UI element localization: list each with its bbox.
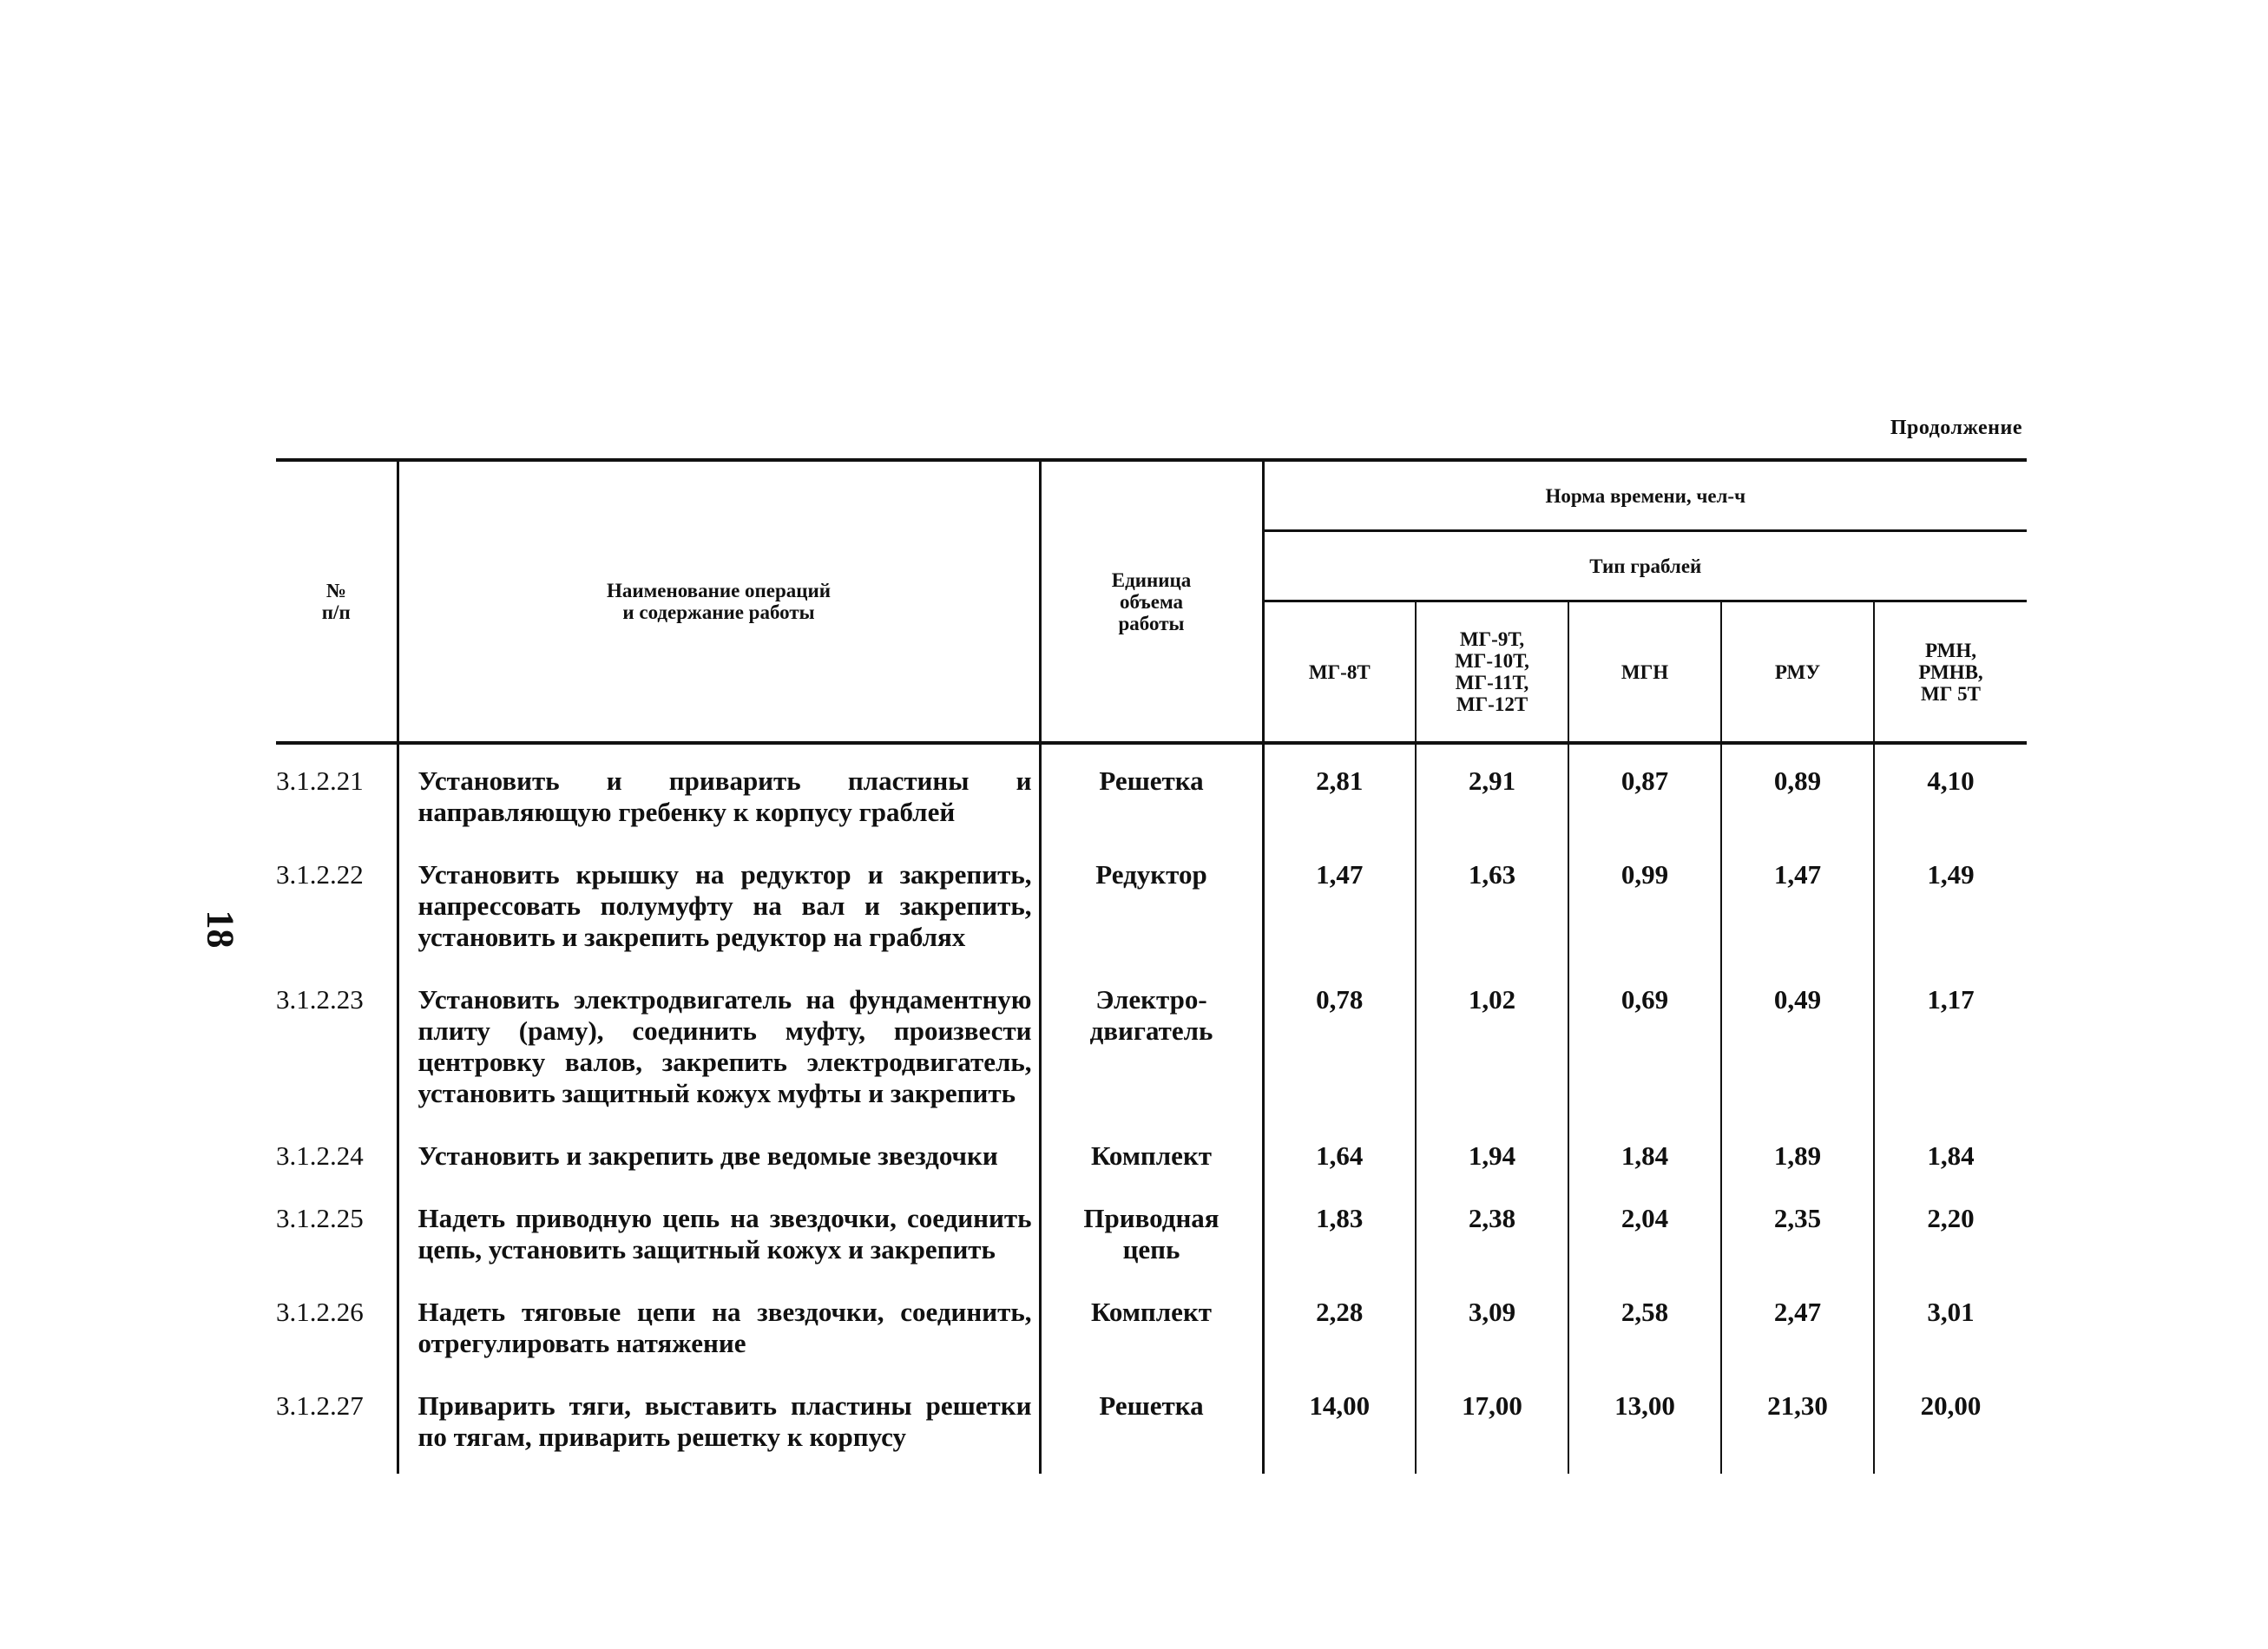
norm-value: 2,20 [1874, 1182, 2027, 1276]
norm-value: 1,94 [1416, 1120, 1568, 1182]
header-norm-text: Норма времени, чел-ч [1545, 484, 1746, 507]
norm-value: 13,00 [1568, 1370, 1721, 1474]
header-norm [1263, 460, 2027, 531]
norm-value: 0,49 [1721, 963, 1874, 1120]
operation-name: Надеть тяговые цепи на звездочки, соединить, отрегулировать натяжение [398, 1276, 1040, 1370]
norm-value: 1,64 [1263, 1120, 1416, 1182]
norm-value: 0,69 [1568, 963, 1721, 1120]
norm-value: 1,84 [1568, 1120, 1721, 1182]
norm-value: 2,04 [1568, 1182, 1721, 1276]
header-type-3 [1568, 601, 1721, 744]
header-num [276, 460, 398, 743]
norm-value: 1,84 [1874, 1120, 2027, 1182]
row-number: 3.1.2.22 [276, 859, 364, 890]
norm-value: 4,10 [1874, 743, 2027, 838]
work-unit: Электро- двигатель [1040, 963, 1263, 1120]
table-row [276, 963, 2027, 1120]
table-row [276, 1370, 2027, 1474]
work-unit: Редуктор [1040, 838, 1263, 963]
table-row [276, 1276, 2027, 1370]
page-number: 18 [199, 910, 242, 949]
operation-name: Установить крышку на редуктор и закрепить, напрессовать полумуфту на вал и закрепить, установить и закрепить редуктор на граблях [398, 838, 1040, 963]
continuation-label: Продолжение [1890, 417, 2022, 439]
norm-value: 20,00 [1874, 1370, 2027, 1474]
row-number: 3.1.2.26 [276, 1297, 364, 1327]
header-name-text: Наименование операций и содержание работы [606, 580, 832, 623]
row-number: 3.1.2.21 [276, 765, 364, 796]
norm-value: 2,91 [1416, 743, 1568, 838]
header-unit-text: Единица объема работы [1111, 568, 1192, 634]
header-num-text: № п/п [321, 580, 351, 623]
table-row [276, 1182, 2027, 1276]
header-type-text: Тип граблей [1589, 555, 1702, 577]
table-row [276, 1120, 2027, 1182]
header-type-5-text: РМН, РМНВ, МГ 5Т [1918, 639, 1983, 705]
row-number: 3.1.2.24 [276, 1140, 364, 1171]
norm-value: 1,89 [1721, 1120, 1874, 1182]
norm-value: 3,01 [1874, 1276, 2027, 1370]
header-unit [1040, 460, 1263, 743]
norm-value: 21,30 [1721, 1370, 1874, 1474]
work-unit: Решетка [1040, 743, 1263, 838]
operation-name: Установить и закрепить две ведомые звездочки [398, 1120, 1040, 1182]
header-type-3-text: МГН [1620, 660, 1669, 683]
norm-value: 0,87 [1568, 743, 1721, 838]
operation-name: Надеть приводную цепь на звездочки, соединить цепь, установить защитный кожух и закрепить [398, 1182, 1040, 1276]
norm-value: 3,09 [1416, 1276, 1568, 1370]
operation-name: Установить и приварить пластины и направляющую гребенку к корпусу граблей [398, 743, 1040, 838]
norm-value: 0,99 [1568, 838, 1721, 963]
row-number: 3.1.2.23 [276, 984, 364, 1015]
table-row [276, 743, 2027, 838]
header-type-1 [1263, 601, 1416, 744]
norm-value: 2,35 [1721, 1182, 1874, 1276]
work-unit: Приводная цепь [1040, 1182, 1263, 1276]
table-row [276, 838, 2027, 963]
header-type [1263, 531, 2027, 601]
norm-value: 0,89 [1721, 743, 1874, 838]
work-unit: Решетка [1040, 1370, 1263, 1474]
norm-value: 1,17 [1874, 963, 2027, 1120]
header-type-4-text: РМУ [1774, 660, 1821, 683]
time-norms-table [276, 458, 2027, 1474]
operation-name: Установить электродвигатель на фундаментную плиту (раму), соединить муфту, произвести центровку валов, закрепить электродвигатель, установить защитный кожух муфты и закрепить [398, 963, 1040, 1120]
norm-value: 17,00 [1416, 1370, 1568, 1474]
norm-value: 1,63 [1416, 838, 1568, 963]
row-number: 3.1.2.25 [276, 1203, 364, 1233]
norm-value: 1,47 [1263, 838, 1416, 963]
norm-value: 2,38 [1416, 1182, 1568, 1276]
norm-value: 1,47 [1721, 838, 1874, 963]
header-type-2-text: МГ-9Т, МГ-10Т, МГ-11Т, МГ-12Т [1455, 628, 1529, 715]
norm-value: 1,49 [1874, 838, 2027, 963]
norm-value: 14,00 [1263, 1370, 1416, 1474]
work-unit: Комплект [1040, 1120, 1263, 1182]
header-type-1-text: МГ-8Т [1308, 660, 1371, 683]
norm-value: 1,02 [1416, 963, 1568, 1120]
norm-value: 2,47 [1721, 1276, 1874, 1370]
header-name [398, 460, 1040, 743]
header-type-4 [1721, 601, 1874, 744]
norm-value: 1,83 [1263, 1182, 1416, 1276]
header-type-5 [1874, 601, 2027, 744]
norm-value: 2,81 [1263, 743, 1416, 838]
operation-name: Приварить тяги, выставить пластины решетки по тягам, приварить решетку к корпусу [398, 1370, 1040, 1474]
row-number: 3.1.2.27 [276, 1390, 364, 1421]
norm-value: 2,58 [1568, 1276, 1721, 1370]
norm-value: 0,78 [1263, 963, 1416, 1120]
header-type-2 [1416, 601, 1568, 744]
norm-value: 2,28 [1263, 1276, 1416, 1370]
work-unit: Комплект [1040, 1276, 1263, 1370]
